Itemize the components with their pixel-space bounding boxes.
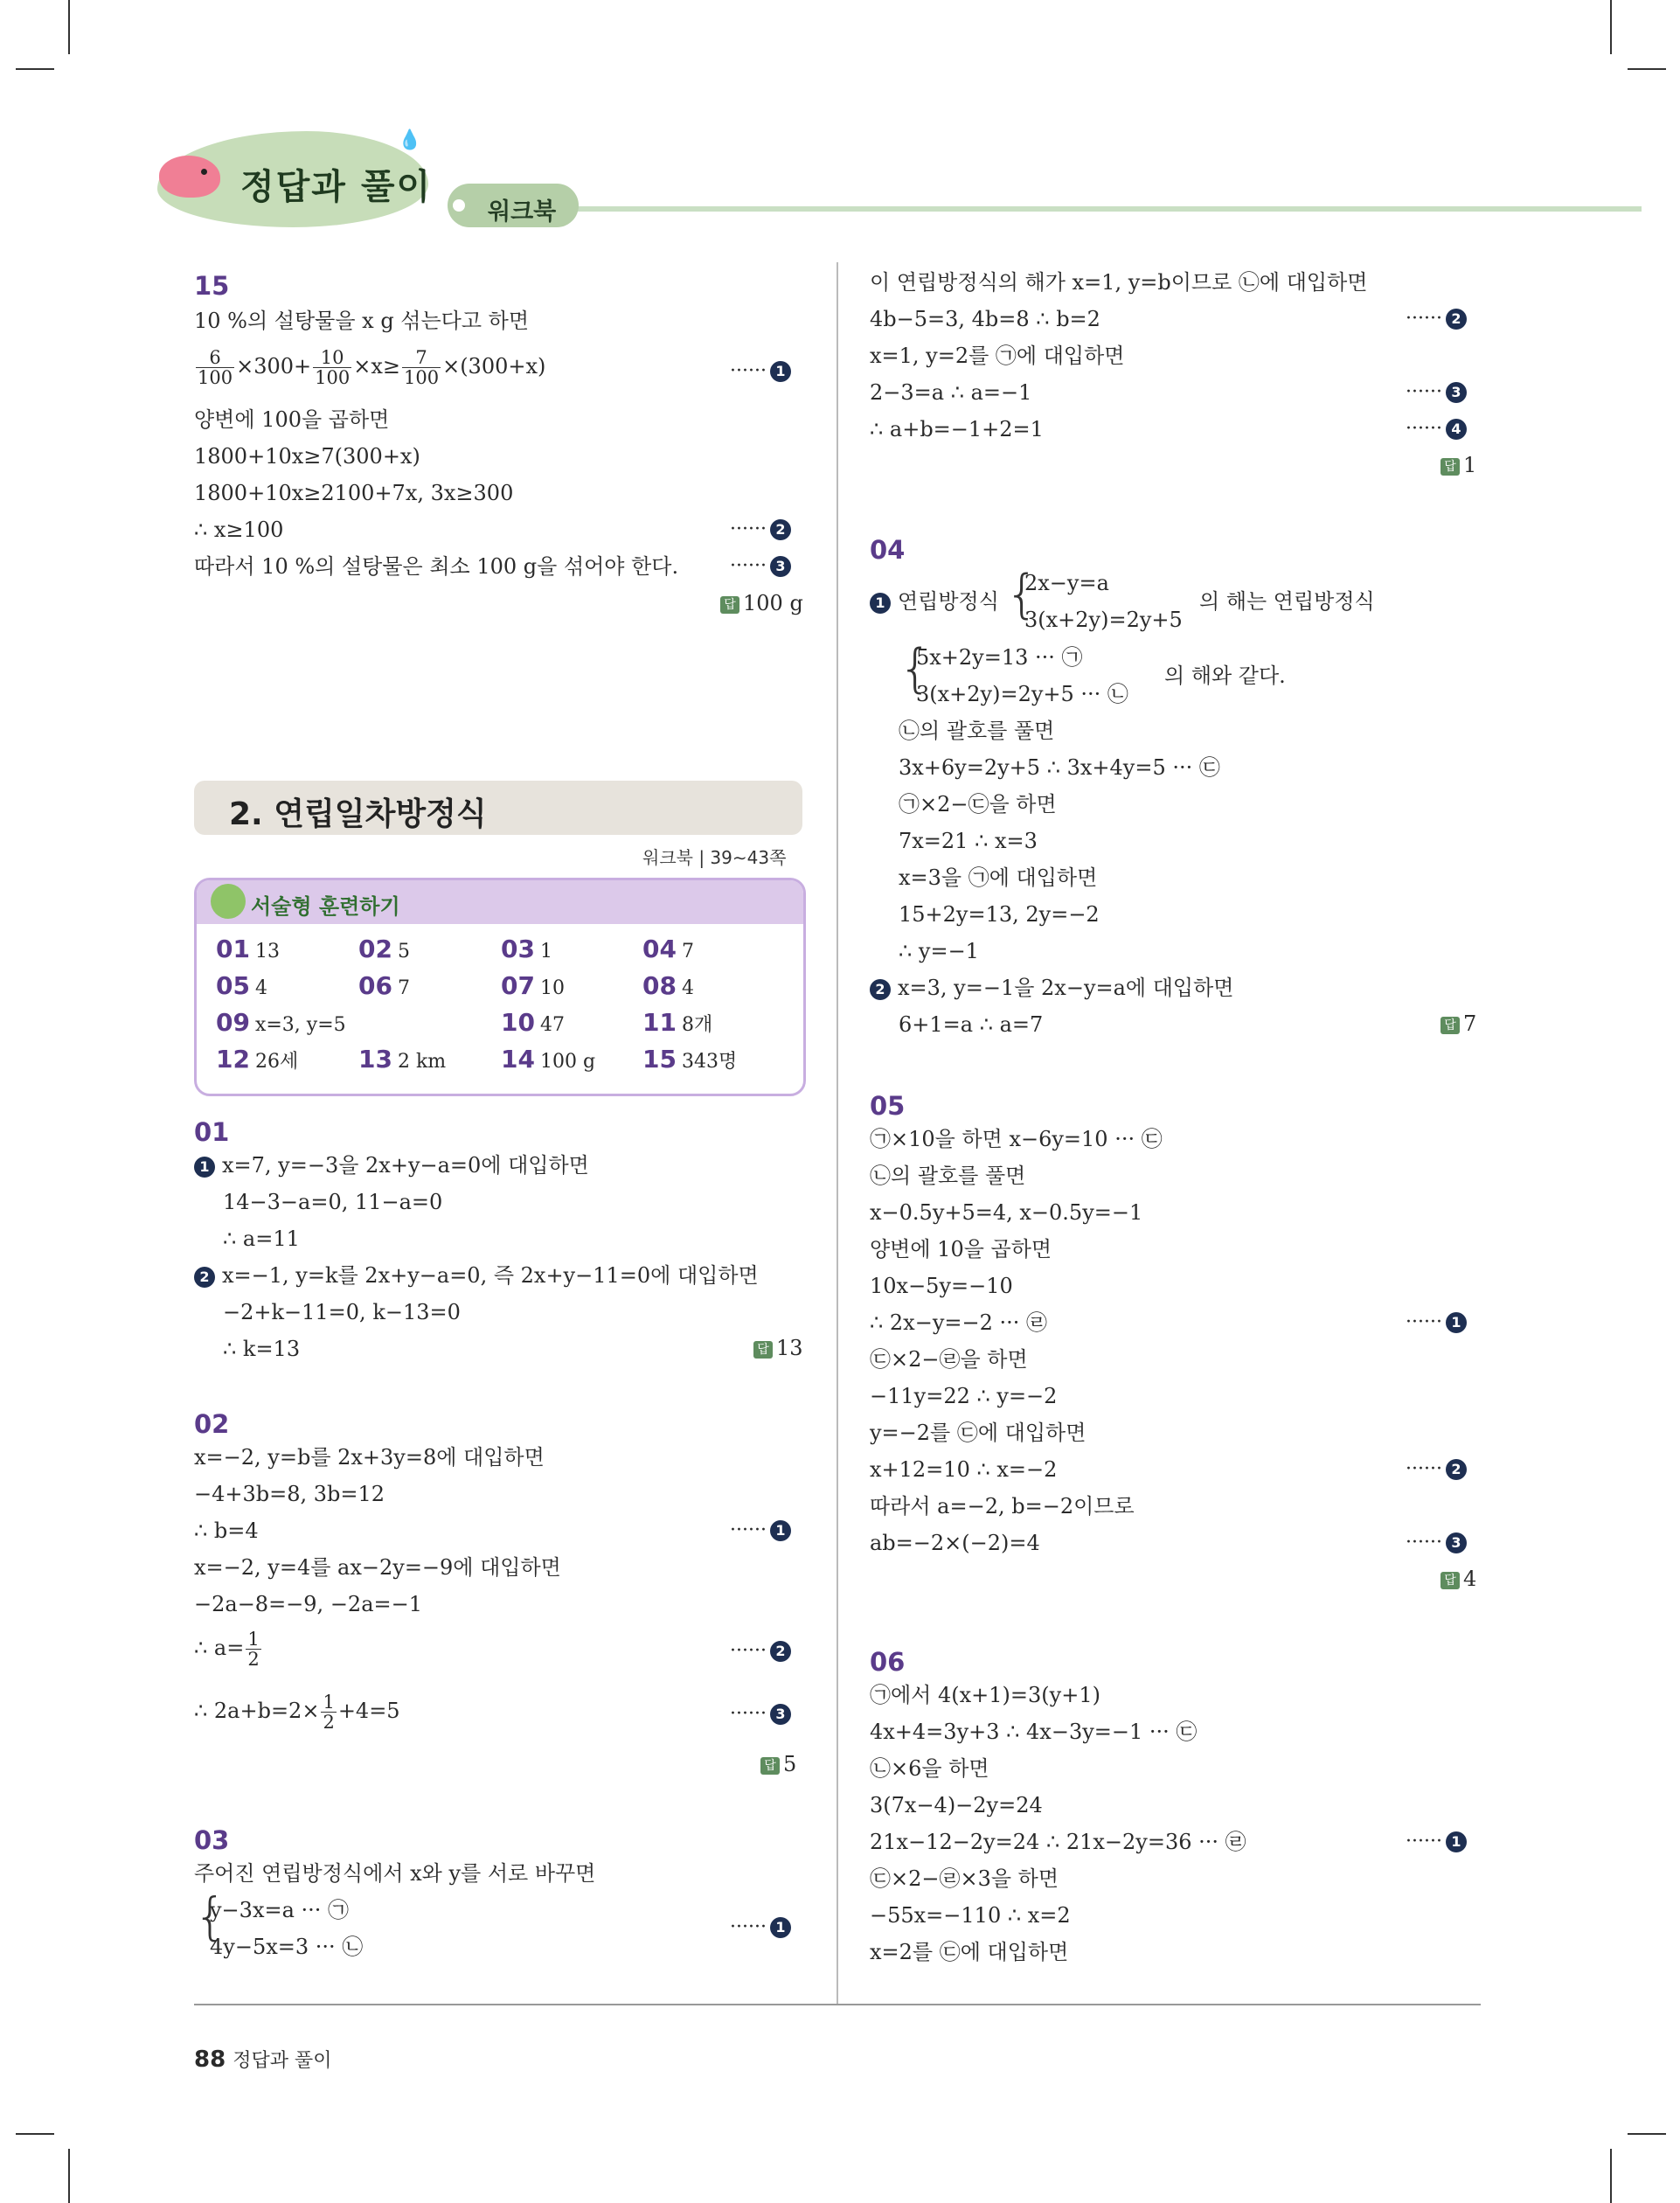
answer-cell: 12 26세	[216, 1045, 299, 1074]
crop-mark	[1610, 0, 1612, 54]
answer-cell: 02 5	[358, 935, 410, 963]
system-equation: 4y−5x=3 ··· ㉡	[210, 1935, 364, 1959]
system-brace: {	[899, 638, 933, 699]
solution-line: 21x−12−2y=24 ∴ 21x−2y=36 ··· ㉣	[870, 1830, 1246, 1854]
solution-line: 4x+4=3y+3 ∴ 4x−3y=−1 ··· ㉢	[870, 1720, 1198, 1744]
solution-line: −55x=−110 ∴ x=2	[870, 1903, 1071, 1928]
answer-icon: 답	[753, 1341, 773, 1359]
step-marker: ······ 2	[1406, 308, 1467, 330]
solution-line: ∴ a+b=−1+2=1	[870, 417, 1044, 441]
page-number: 88	[194, 2047, 226, 2073]
answer-cell: 09 x=3, y=5	[216, 1008, 346, 1037]
answer-cell: 10 47	[501, 1008, 565, 1037]
answer-cell: 13 2 km	[358, 1045, 447, 1074]
solution-line: 15+2y=13, 2y=−2	[899, 902, 1100, 927]
solution-equation: ∴ 2a+b=2× $\frac{1}{2}$ +4=5	[194, 1692, 400, 1733]
solution-line: x=−2, y=4를 ax−2y=−9에 대입하면	[194, 1555, 561, 1580]
column-divider	[837, 262, 838, 2004]
solution-line: 3(7x−4)−2y=24	[870, 1793, 1043, 1817]
workbook-tag	[448, 184, 579, 227]
step-marker: ······ 3	[730, 555, 791, 577]
system-brace: {	[194, 1887, 226, 1946]
answer-cell: 15 343명	[642, 1045, 738, 1074]
answer-cell: 05 4	[216, 971, 267, 1000]
solution-line: ㉡의 괄호를 풀면	[899, 719, 1055, 743]
solution-line: 7x=21 ∴ x=3	[899, 829, 1038, 853]
fraction: $\frac{6}{100}$	[198, 347, 233, 388]
answer-cell: 07 10	[501, 971, 565, 1000]
solution-line: ∴ y=−1	[899, 939, 979, 963]
solution-line: −2+k−11=0, k−13=0	[223, 1300, 461, 1324]
answer-cell: 06 7	[358, 971, 410, 1000]
problem-number: 01	[194, 1117, 230, 1147]
answer-cell: 14 100 g	[501, 1045, 596, 1074]
header-rule	[559, 206, 1642, 212]
answer-icon: 답	[1440, 1572, 1460, 1589]
solution-line: 1800+10x≥2100+7x, 3x≥300	[194, 481, 514, 505]
answer: 답 1	[1440, 453, 1476, 477]
problem-number: 05	[870, 1091, 906, 1121]
answer: 답 100 g	[720, 591, 803, 615]
solution-line: ∴ 2x−y=−2 ··· ㉣	[870, 1310, 1048, 1335]
answer: 답 7	[1440, 1011, 1476, 1036]
solution-line: −4+3b=8, 3b=12	[194, 1482, 385, 1506]
solution-line: 3x+6y=2y+5 ∴ 3x+4y=5 ··· ㉢	[899, 755, 1220, 780]
step-marker: ······ 3	[1406, 381, 1467, 403]
page-footer	[194, 2046, 331, 2073]
problem-number: 04	[870, 535, 906, 565]
solution-line: x+12=10 ∴ x=−2	[870, 1457, 1058, 1482]
crop-mark	[1628, 2133, 1666, 2135]
solution-line: x=−2, y=b를 2x+3y=8에 대입하면	[194, 1445, 545, 1470]
answer-icon: 답	[760, 1757, 780, 1775]
crop-mark	[1628, 68, 1666, 70]
system-equation: 2x−y=a	[1024, 571, 1109, 595]
step-marker: ······ 2	[730, 1640, 791, 1662]
solution-line: 주어진 연립방정식에서 x와 y를 서로 바꾸면	[194, 1861, 596, 1886]
system-equation: y−3x=a ··· ㉠	[210, 1898, 350, 1922]
solution-line: x=1, y=2를 ㉠에 대입하면	[870, 344, 1125, 368]
solution-line: x=2를 ㉢에 대입하면	[870, 1940, 1069, 1964]
crop-mark	[16, 68, 54, 70]
solution-line: ∴ a=11	[223, 1227, 300, 1251]
workbook-tag-label: 워크북	[488, 198, 557, 226]
step-marker: ······ 1	[730, 1519, 791, 1541]
step-marker: ······ 3	[1406, 1532, 1467, 1553]
answer-cell: 04 7	[642, 935, 694, 963]
answer-box-title: 서술형 훈련하기	[251, 894, 400, 919]
solution-line: 2 x=3, y=−1을 2x−y=a에 대입하면	[870, 975, 1233, 1001]
problem-number: 03	[194, 1825, 230, 1855]
solution-line: 10 %의 설탕물을 x g 섞는다고 하면	[194, 309, 530, 333]
solution-line: 양변에 100을 곱하면	[194, 407, 390, 432]
solution-line: 따라서 a=−2, b=−2이므로	[870, 1494, 1135, 1518]
problem-number: 02	[194, 1409, 230, 1439]
solution-line: 2 x=−1, y=k를 2x+y−a=0, 즉 2x+y−11=0에 대입하면	[194, 1262, 759, 1289]
crop-mark	[68, 2149, 70, 2203]
system-brace: {	[1005, 564, 1039, 625]
problem-number: 15	[194, 271, 230, 301]
solution-line: 2−3=a ∴ a=−1	[870, 380, 1032, 405]
solution-line: ∴ k=13	[223, 1337, 301, 1361]
solution-line: 의 해는 연립방정식	[1199, 589, 1375, 614]
chameleon-icon	[211, 884, 246, 919]
step-marker: ······ 4	[1406, 418, 1467, 440]
step-marker: ······ 2	[1406, 1458, 1467, 1480]
solution-line: ∴ b=4	[194, 1518, 259, 1543]
solution-line: x=3을 ㉠에 대입하면	[899, 865, 1098, 890]
fraction: $\frac{1}{2}$	[323, 1692, 335, 1733]
answer-cell: 11 8개	[642, 1008, 713, 1037]
answer-cell: 01 13	[216, 935, 280, 963]
solution-line: ㉡×6을 하면	[870, 1756, 989, 1781]
footer-rule	[194, 2004, 1481, 2005]
fraction: $\frac{1}{2}$	[247, 1629, 260, 1670]
solution-line: ㉠×2−㉢을 하면	[899, 792, 1057, 817]
solution-line: ab=−2×(−2)=4	[870, 1531, 1040, 1555]
solution-line: ㉠×10을 하면 x−6y=10 ··· ㉢	[870, 1127, 1163, 1151]
step-marker: ······ 3	[730, 1703, 791, 1725]
tag-dot	[453, 199, 465, 212]
answer: 답 5	[760, 1752, 796, 1776]
solution-equation: ∴ a= $\frac{1}{2}$	[194, 1629, 260, 1670]
solution-line: 4b−5=3, 4b=8 ∴ b=2	[870, 307, 1100, 331]
solution-line: −11y=22 ∴ y=−2	[870, 1384, 1058, 1408]
solution-line: 14−3−a=0, 11−a=0	[223, 1190, 443, 1214]
system-equation: 3(x+2y)=2y+5 ··· ㉡	[916, 682, 1128, 706]
solution-line: ㉢×2−㉣×3을 하면	[870, 1866, 1059, 1891]
step-marker: ······ 1	[730, 1916, 791, 1938]
answer: 답 13	[753, 1336, 803, 1360]
solution-line: 1800+10x≥7(300+x)	[194, 444, 420, 469]
solution-line: ㉠에서 4(x+1)=3(y+1)	[870, 1683, 1100, 1707]
section-banner	[194, 781, 802, 835]
step-marker: ······ 2	[730, 518, 791, 540]
fraction: $\frac{7}{100}$	[403, 347, 440, 388]
step-marker: ······ 1	[1406, 1311, 1467, 1333]
answer-summary-box	[194, 878, 806, 1096]
step-marker: ······ 1	[1406, 1831, 1467, 1852]
answer-cell: 08 4	[642, 971, 694, 1000]
fraction: $\frac{10}{100}$	[315, 347, 351, 388]
solution-line: 1 연립방정식	[870, 588, 999, 615]
answer: 답 4	[1440, 1567, 1476, 1591]
solution-line: 이 연립방정식의 해가 x=1, y=b이므로 ㉡에 대입하면	[870, 270, 1368, 295]
page-header-title: 정답과 풀이	[240, 167, 433, 207]
whale-icon	[159, 156, 220, 198]
water-drops-icon: 💧	[398, 129, 422, 151]
crop-mark	[68, 0, 70, 54]
solution-line: 1 x=7, y=−3을 2x+y−a=0에 대입하면	[194, 1152, 589, 1178]
solution-line: ∴ x≥100	[194, 518, 284, 542]
solution-line: x−0.5y+5=4, x−0.5y=−1	[870, 1200, 1143, 1225]
answer-icon: 답	[1440, 1017, 1460, 1034]
solution-line: −2a−8=−9, −2a=−1	[194, 1592, 422, 1616]
solution-equation: $\frac{6}{100}$ ×300+ $\frac{10}{100}$ ×x≥ $\frac{7}{100}$ ×(300+x)	[198, 347, 546, 388]
workbook-page-ref: 워크북 | 39∼43쪽	[642, 847, 787, 868]
solution-line: ㉢×2−㉣을 하면	[870, 1347, 1028, 1372]
whale-eye	[201, 169, 207, 175]
solution-line: ㉡의 괄호를 풀면	[870, 1164, 1026, 1188]
solution-line: 10x−5y=−10	[870, 1274, 1013, 1298]
solution-line: y=−2를 ㉢에 대입하면	[870, 1421, 1086, 1445]
solution-line: 의 해와 같다.	[1164, 664, 1286, 688]
system-equation: 5x+2y=13 ··· ㉠	[916, 645, 1083, 670]
answer-cell: 03 1	[501, 935, 552, 963]
crop-mark	[1610, 2149, 1612, 2203]
solution-line: 6+1=a ∴ a=7	[899, 1012, 1044, 1037]
answer-icon: 답	[720, 596, 739, 614]
footer-label: 정답과 풀이	[233, 2050, 332, 2072]
section-title: 2. 연립일차방정식	[229, 796, 487, 832]
system-equation: 3(x+2y)=2y+5	[1024, 608, 1183, 632]
problem-number: 06	[870, 1647, 906, 1677]
step-marker: ······ 1	[730, 360, 791, 382]
crop-mark	[16, 2133, 54, 2135]
solution-line: 양변에 10을 곱하면	[870, 1237, 1052, 1261]
solution-line: 따라서 10 %의 설탕물은 최소 100 g을 섞어야 한다.	[194, 554, 679, 579]
answer-icon: 답	[1440, 458, 1460, 476]
